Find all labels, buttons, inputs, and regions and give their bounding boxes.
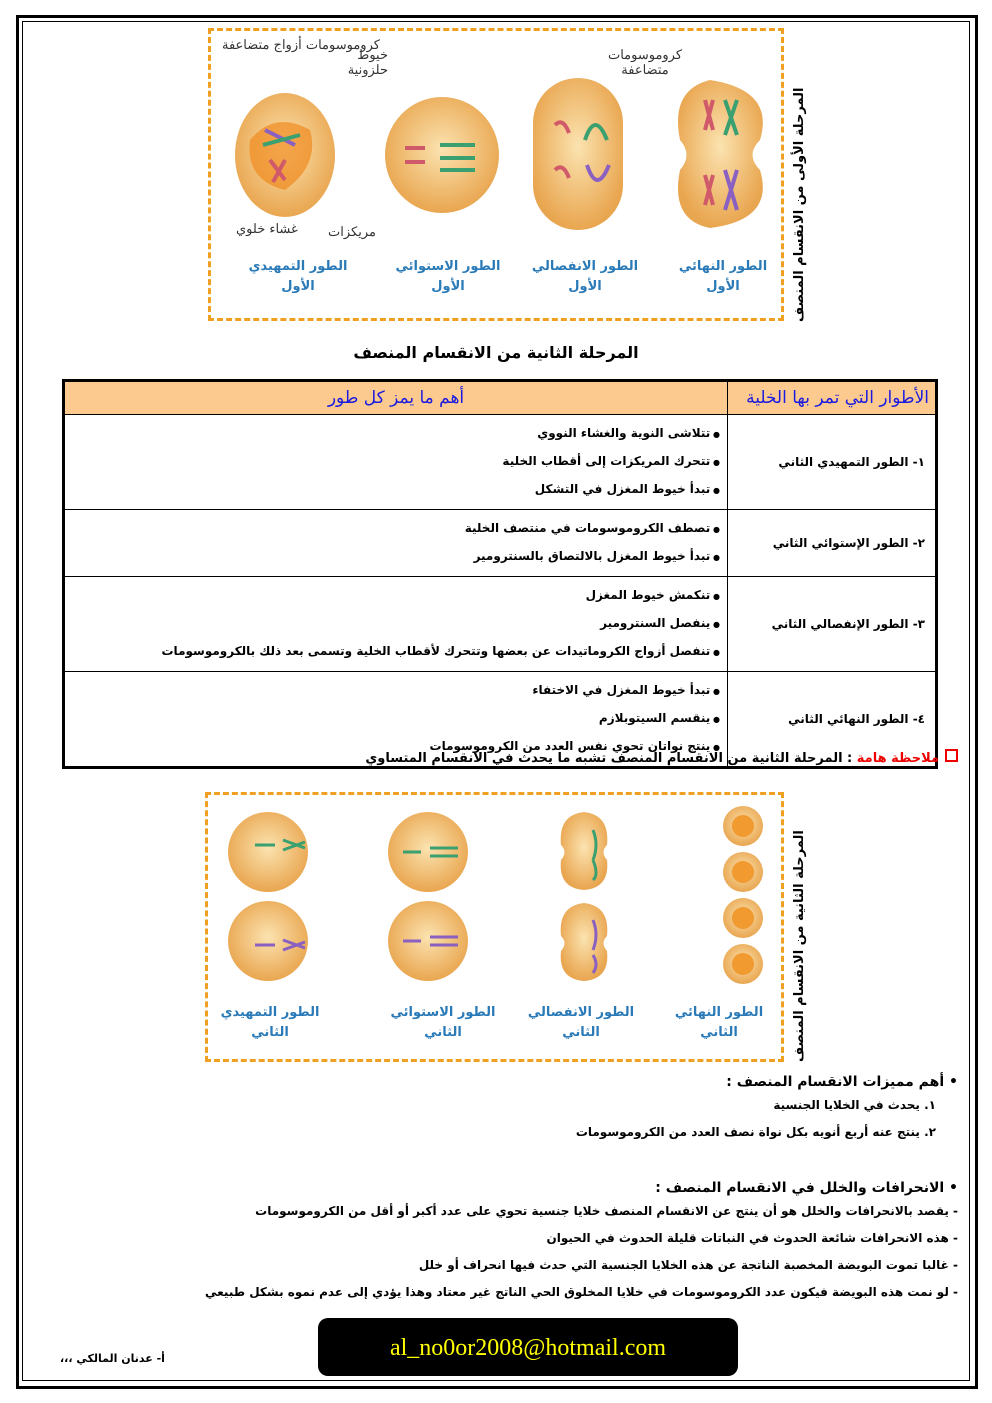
- feature-item: ● تبدأ خيوط المغزل بالالتصاق بالسنترومير: [66, 543, 720, 571]
- deviations-heading: • الانحرافات والخلل في الانقسام المنصف :: [655, 1180, 958, 1196]
- stage-order: الثاني: [424, 1025, 462, 1040]
- feature-item: ● تصطف الكروموسومات في منتصف الخلية: [66, 515, 720, 543]
- stage-order: الأول: [706, 279, 740, 294]
- table-row: [64, 577, 937, 672]
- cell-metaphase-1: [385, 97, 499, 213]
- stage-order: الثاني: [562, 1025, 600, 1040]
- note-text: : المرحلة الثانية من الانقسام المنصف تشبه ما يحدث في الانقسام المتساوي: [365, 751, 857, 766]
- stage-order: الثاني: [700, 1025, 738, 1040]
- features-heading: • أهم مميزات الانقسام المنصف :: [726, 1074, 958, 1090]
- stage-name: الطور النهائي: [678, 259, 768, 274]
- diagram-side-label: المرحلة الأولى من الانقسام المنصف: [792, 88, 807, 323]
- stage-name: الطور الاستوائي: [395, 259, 501, 274]
- stage-cell: ٣- الطور الإنفصالي الثاني: [728, 577, 937, 672]
- features-section: [576, 1074, 958, 1146]
- table-row: [64, 415, 937, 510]
- checkbox-square-icon: [945, 749, 958, 762]
- stage-order: الأول: [568, 279, 602, 294]
- cell-anaphase-1: [533, 78, 623, 230]
- header-features: أهم ما يمز كل طور: [64, 381, 728, 415]
- callout-spindle-fibers: خيوط حلزونية: [347, 48, 388, 78]
- feature-item: ● تنفصل أزواج الكروماتيدات عن بعضها وتتحرك لأقطاب الخلية وتسمى بعد ذلك بالكروموسومات: [66, 638, 720, 666]
- stage-order: الثاني: [251, 1025, 289, 1040]
- feature-item: ● ينقسم السيتوبلازم: [66, 705, 720, 733]
- callout-centrioles: مريكزات: [328, 225, 376, 240]
- stage-cell: ٤- الطور النهائي الثاني: [728, 672, 937, 768]
- feature-item: ● ينتج نواتان تحوي نفس العدد من الكروموسومات: [66, 733, 720, 761]
- stage-label: [516, 1003, 646, 1043]
- callout-chromosome-pairs: كروموسومات أزواج متضاعفة: [222, 38, 380, 53]
- feature-item: ● تتلاشى النوية والغشاء النووي: [66, 420, 720, 448]
- author-name: أ- عدنان المالكي ،،،: [60, 1352, 165, 1365]
- feature-item: ● تنكمش خيوط المغزل: [66, 582, 720, 610]
- stage-label: [654, 1003, 784, 1043]
- stage-name: الطور الاستوائي: [390, 1005, 496, 1020]
- stage-label: [383, 257, 513, 297]
- stage-order: الأول: [431, 279, 465, 294]
- feature-item: ● ينفصل السنترومير: [66, 610, 720, 638]
- stage-label: [520, 257, 650, 297]
- diagram-side-label: المرحلة الثانية من الانقسام المنصف: [792, 830, 807, 1062]
- stage-label: [233, 257, 363, 297]
- stage-name: الطور الانفصالي: [527, 1005, 635, 1020]
- callout-duplicated-chromosomes: كروموسومات متضاعفة: [607, 48, 683, 78]
- deviation-item: - يقصد بالانحرافات والخلل هو أن ينتج عن الانقسام المنصف خلايا جنسية تحوي على عدد أكبر أو أقل من الكروموسومات: [255, 1204, 958, 1218]
- feature-item: ● تبدأ خيوط المغزل في الاختفاء: [66, 677, 720, 705]
- stage-name: الطور الانفصالي: [531, 259, 639, 274]
- stage-cell: ١- الطور التمهيدي الثاني: [728, 415, 937, 510]
- meiosis-2-illustration: [215, 800, 775, 990]
- stage-name: الطور التمهيدي: [220, 1005, 320, 1020]
- cell-telophase-1: [678, 80, 763, 228]
- callout-cell-membrane: غشاء خلوي: [236, 222, 298, 237]
- table-row: [64, 510, 937, 577]
- note-label: ملاحظة هامة: [856, 751, 939, 766]
- section-title: المرحلة الثانية من الانقسام المنصف: [353, 343, 639, 362]
- stage-order: الأول: [281, 279, 315, 294]
- stage-label: [658, 257, 788, 297]
- stage-name: الطور النهائي: [674, 1005, 764, 1020]
- important-note: [365, 749, 958, 766]
- feature-item: ● تبدأ خيوط المغزل في التشكل: [66, 476, 720, 504]
- header-stages: الأطوار التي تمر بها الخلية: [728, 381, 937, 415]
- deviation-item: - لو نمت هذه البويضة فيكون عدد الكروموسومات في خلايا المخلوق الحي الناتج غير معتاد وهذا يؤدي إلى عدم نموه بشكل طبيعي: [205, 1285, 958, 1299]
- feature-item: ● تتحرك المريكزات إلى أقطاب الخلية: [66, 448, 720, 476]
- deviation-item: - غالبا تموت البويضة المخصبة الناتجة عن هذه الخلايا الجنسية التي حدث فيها انحراف أو خلل: [418, 1258, 958, 1272]
- deviation-item: - هذه الانحرافات شائعة الحدوث في النباتات قليلة الحدوث في الحيوان: [546, 1231, 958, 1245]
- stage-cell: ٢- الطور الإستوائي الثاني: [728, 510, 937, 577]
- meiosis-1-illustration: [215, 70, 775, 240]
- stage-label: [205, 1003, 335, 1043]
- stage-label: [378, 1003, 508, 1043]
- deviations-section: [205, 1180, 958, 1306]
- feature-item: ١. يحدث في الخلايا الجنسية: [773, 1098, 936, 1112]
- meiosis-2-table: [62, 379, 938, 769]
- feature-item: ٢. ينتج عنه أربع أنويه بكل نواة نصف العدد من الكروموسومات: [575, 1125, 936, 1139]
- email-banner: al_no0or2008@hotmail.com: [318, 1318, 738, 1376]
- stage-name: الطور التمهيدي: [248, 259, 348, 274]
